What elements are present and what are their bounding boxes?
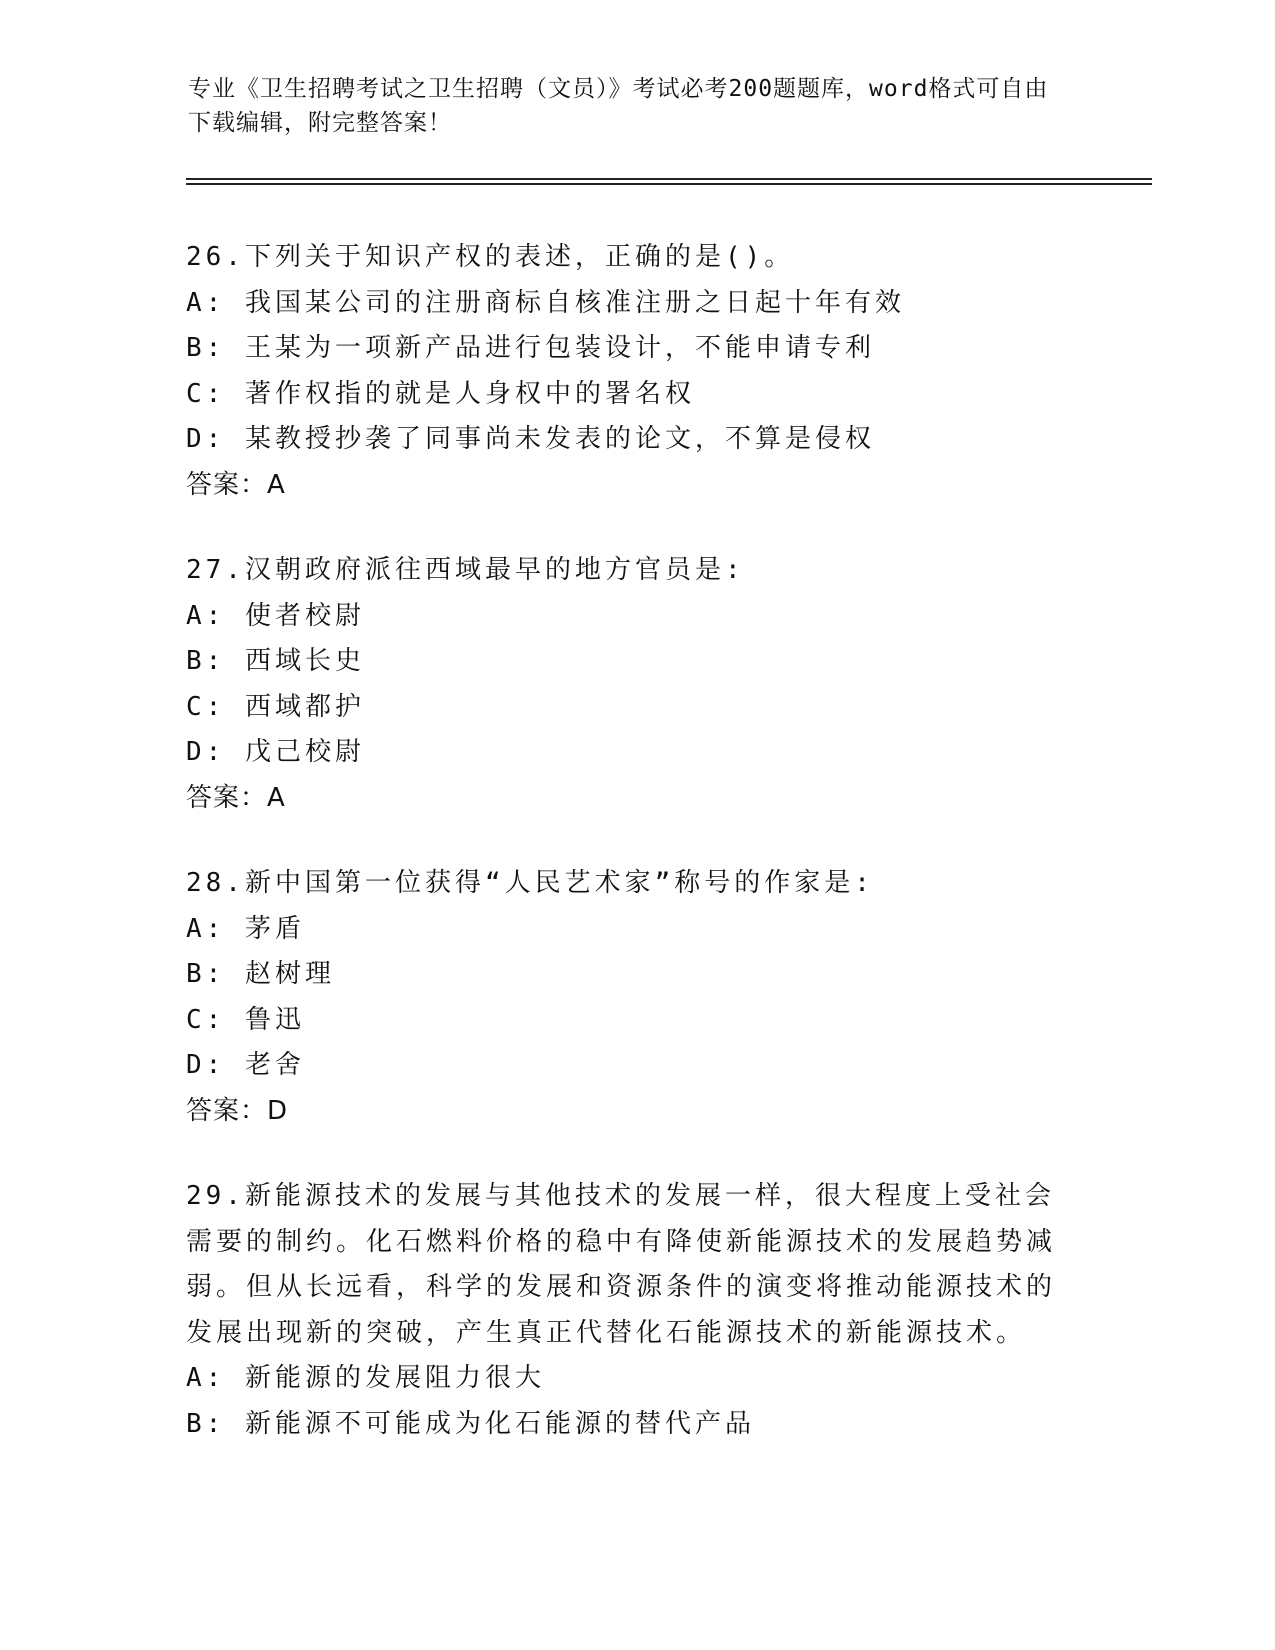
header-divider-bottom [186, 183, 1152, 185]
option-a: A: 茅盾 [186, 913, 305, 944]
question-stem: 29.新能源技术的发展与其他技术的发展一样，很大程度上受社会需要的制约。化石燃料价格的稳中有降使新能源技术的发展趋势减弱。但从长远看，科学的发展和资源条件的演变将推动能源技术的发展出现新的突破，产生真正代替化石能源技术的新能源技术。 [186, 1181, 1057, 1348]
question-27 [186, 548, 1086, 821]
question-26 [186, 235, 1086, 508]
question-stem: 28.新中国第一位获得“人民艺术家”称号的作家是: [186, 868, 874, 898]
document-header: 专业《卫生招聘考试之卫生招聘（文员）》考试必考200题题库，word格式可自由下载编辑，附完整答案！ [188, 76, 1049, 136]
option-a: A: 我国某公司的注册商标自核准注册之日起十年有效 [186, 287, 905, 318]
option-c: C: 鲁迅 [186, 1004, 305, 1035]
option-c: C: 西域都护 [186, 691, 365, 722]
option-d: D: 某教授抄袭了同事尚未发表的论文，不算是侵权 [186, 424, 875, 454]
option-a: A: 使者校尉 [186, 600, 365, 631]
header-divider-top [186, 178, 1152, 180]
option-b: B: 西域长史 [186, 646, 365, 676]
option-d: D: 老舍 [186, 1050, 305, 1080]
question-28 [186, 861, 1086, 1134]
option-a: A: 新能源的发展阻力很大 [186, 1363, 545, 1393]
option-b: B: 赵树理 [186, 959, 335, 989]
question-stem: 27.汉朝政府派往西域最早的地方官员是: [186, 555, 745, 585]
option-d: D: 戊己校尉 [186, 737, 365, 767]
question-29 [186, 1174, 1086, 1447]
answer-label: 答案：A [186, 469, 286, 500]
option-b: B: 王某为一项新产品进行包装设计，不能申请专利 [186, 333, 875, 363]
option-b: B: 新能源不可能成为化石能源的替代产品 [186, 1408, 755, 1439]
answer-label: 答案：A [186, 782, 286, 813]
question-stem: 26.下列关于知识产权的表述，正确的是()。 [186, 242, 795, 272]
option-c: C: 著作权指的就是人身权中的署名权 [186, 378, 695, 409]
answer-label: 答案：D [186, 1095, 289, 1126]
question-list [186, 235, 1086, 1487]
